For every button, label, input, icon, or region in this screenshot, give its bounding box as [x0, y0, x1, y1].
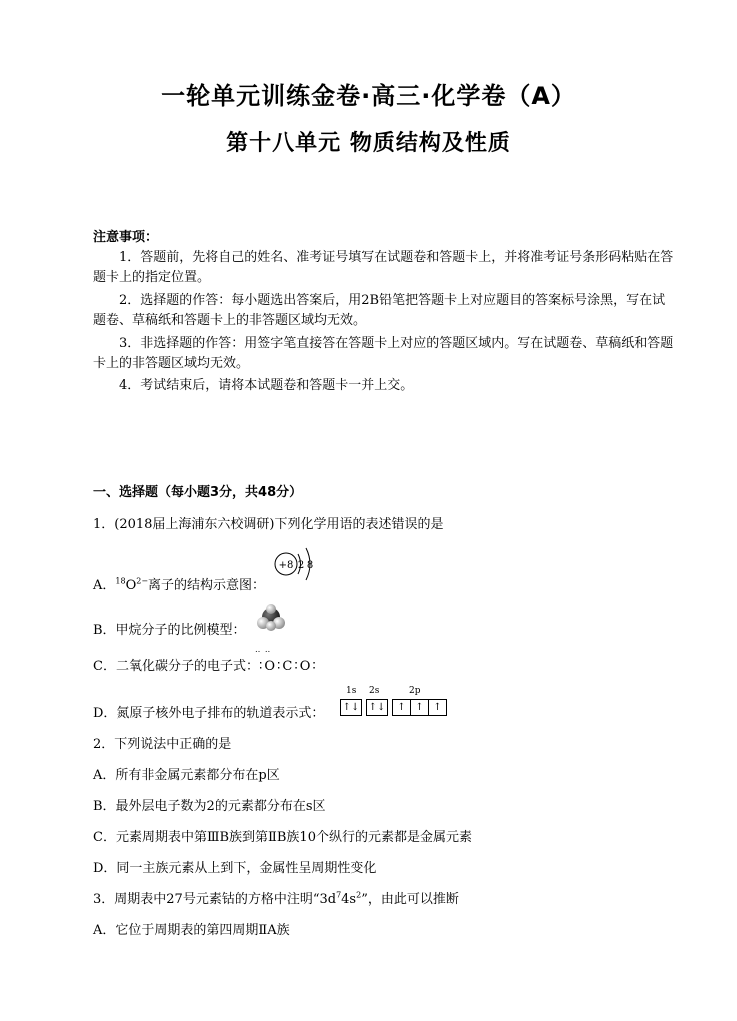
notice-item-4: 4．考试结束后，请将本试题卷和答题卡一并上交。: [119, 378, 414, 393]
notice-item-2: 2．选择题的作答：每小题选出答案后，用2B铅笔把答题卡上对应题目的答案标号涂黑，写在试题卷、草稿纸和答题卡上的非答题区域均无效。: [93, 293, 666, 328]
hydrogen-atom: [266, 621, 276, 631]
ion-structure-diagram: [270, 542, 326, 586]
q2-option-a: A．所有非金属元素都分布在p区: [93, 768, 280, 783]
orbital-label-1s: 1s: [346, 686, 357, 696]
co2-lone-pair-dots: ‥ ‥: [255, 645, 272, 654]
orbital-box-2s: ↑↓: [366, 699, 388, 716]
co2-electron-formula: ∶O∶C∶O∶: [258, 659, 318, 674]
orbital-box-2p-x: ↑: [392, 699, 411, 716]
section-heading: 一、选择题（每小题3分，共48分）: [93, 485, 303, 500]
orbital-box-2p-y: ↑: [411, 699, 429, 716]
notice-item-1: 1．答题前，先将自己的姓名、准考证号填写在试题卷和答题卡上，并将准考证号条形码粘贴在答题卡上的指定位置。: [93, 250, 674, 285]
question-2-stem: 2．下列说法中正确的是: [93, 737, 232, 752]
q1-symbol: O: [125, 578, 137, 593]
q2-option-c: C．元素周期表中第ⅢB族到第ⅡB族10个纵行的元素都是金属元素: [93, 830, 472, 845]
notice-item-3: 3．非选择题的作答：用签字笔直接答在答题卡上对应的答题区域内。写在试题卷、草稿纸和答题卡上的非答题区域均无效。: [93, 336, 674, 371]
unit-subtitle: 第十八单元 物质结构及性质: [226, 131, 511, 156]
shell-1-electrons: 2: [297, 560, 305, 571]
q3-option-a: A．它位于周期表的第四周期ⅡA族: [93, 923, 290, 938]
page-title: 一轮单元训练金卷·高三·化学卷（A）: [161, 82, 576, 110]
shell-2-electrons: 8: [306, 560, 314, 571]
question-3-stem: [93, 888, 459, 907]
q1-option-a-text: 离子的结构示意图：: [148, 578, 266, 593]
orbital-box-1s: ↑↓: [340, 699, 362, 716]
q1-option-a: [93, 574, 265, 593]
q2-option-b: B．最外层电子数为2的元素都分布在s区: [93, 799, 326, 814]
nucleus-charge: +8: [278, 560, 294, 571]
q1-option-c: [93, 655, 318, 674]
q3-config-4s: 4s: [341, 892, 357, 907]
q1-charge: 2−: [136, 576, 149, 586]
q3-config-3d: 3d: [319, 892, 337, 907]
q3-config-sup-2: 2: [356, 890, 362, 900]
q3-stem-pre: 3．周期表中27号元素钴的方格中注明“: [93, 892, 320, 907]
question-1-stem: 1．(2018届上海浦东六校调研)下列化学用语的表述错误的是: [93, 517, 444, 532]
q1-option-d: D．氮原子核外电子排布的轨道表示式：: [93, 706, 325, 721]
q1-option-a-label: A．: [93, 578, 116, 593]
orbital-label-2p: 2p: [409, 686, 421, 696]
q1-mass-number: 18: [115, 576, 126, 586]
orbital-diagram: [340, 699, 447, 716]
q1-option-c-text: C．二氧化碳分子的电子式：: [93, 659, 259, 674]
methane-model-image: [254, 602, 288, 632]
q3-config-sup-7: 7: [336, 890, 342, 900]
hydrogen-atom: [266, 604, 276, 614]
q1-option-b: B．甲烷分子的比例模型：: [93, 623, 246, 638]
notice-heading: 注意事项：: [93, 230, 159, 245]
orbital-label-2s: 2s: [369, 686, 380, 696]
q2-option-d: D．同一主族元素从上到下，金属性呈周期性变化: [93, 861, 377, 876]
orbital-box-2p-z: ↑: [429, 699, 447, 716]
q3-stem-post: ”，由此可以推断: [361, 892, 459, 907]
